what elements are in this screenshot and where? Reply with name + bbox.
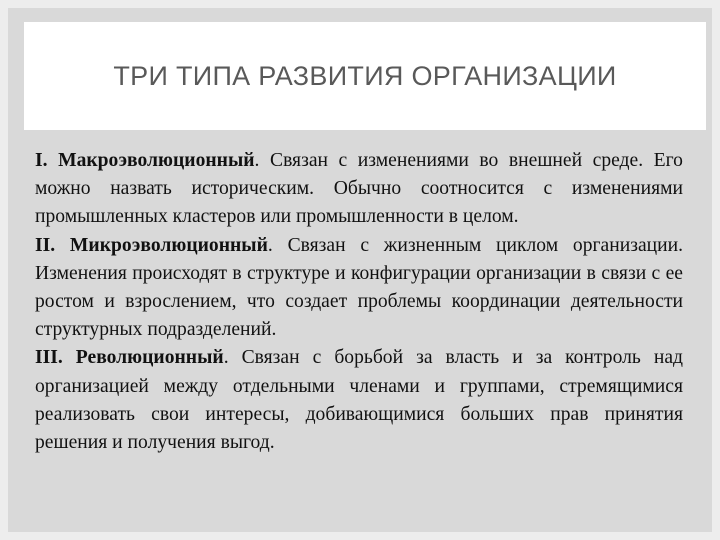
text-macro: Связан с изменениями во внешней среде. Его можно назвать историческим. Обычно соотносится с изменениями промышленных кластеров или промышленности в целом. <box>35 150 683 228</box>
heading-micro: II. Микроэволюционный <box>35 234 268 256</box>
separator-macro: . <box>254 150 260 171</box>
heading-macro: I. Макроэволюционный <box>35 150 255 171</box>
text-revolutionary: Связан с борьбой за власть и за контроль над организацией между отдельными членами и группами, стремящимися реализовать свои интересы, добивающимися больших прав принятия решения и получения выгод. <box>35 347 683 454</box>
separator-revolutionary: . <box>223 347 229 369</box>
paragraph-macro <box>35 147 683 232</box>
heading-revolutionary: III. Революционный <box>35 347 224 369</box>
separator-micro: . <box>267 234 273 256</box>
title-box <box>24 22 706 130</box>
paragraph-micro <box>35 232 683 345</box>
text-micro: Связан с жизненным циклом организации. Изменения происходят в структуре и конфигурации организации в связи с ее ростом и взрослением, что создает проблемы координации деятельности структурных подразделений. <box>35 234 683 341</box>
paragraph-revolutionary <box>35 344 683 457</box>
slide <box>8 8 712 532</box>
slide-title: ТРИ ТИПА РАЗВИТИЯ ОРГАНИЗАЦИИ <box>113 60 617 91</box>
content-body <box>35 147 683 457</box>
